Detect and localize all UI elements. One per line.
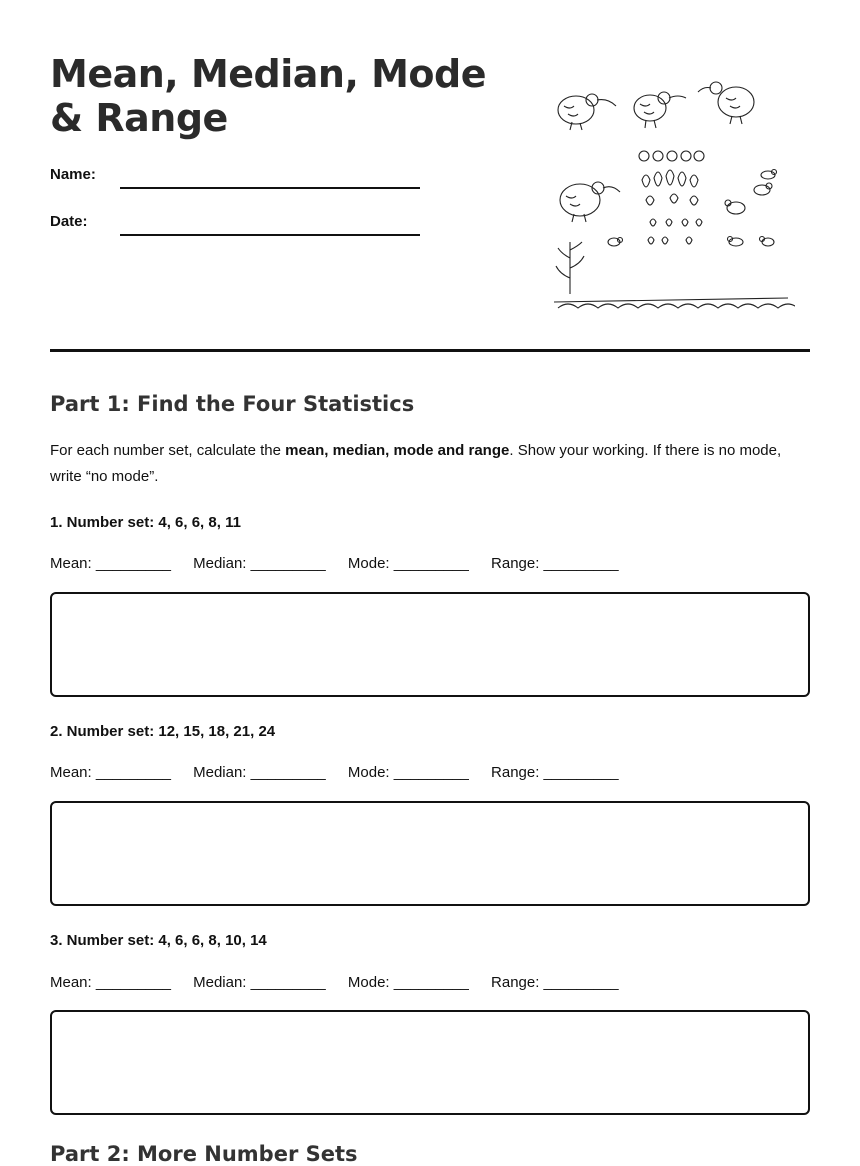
worksheet-page [50, 0, 810, 1166]
question-1-working-box[interactable] [50, 592, 810, 697]
name-label: Name: [50, 166, 96, 183]
date-label: Date: [50, 213, 88, 230]
mode-answer[interactable]: Mode: _________ [347, 764, 469, 781]
question-2-working-box[interactable] [50, 801, 810, 906]
question-3-title: 3. Number set: 4, 6, 6, 8, 10, 14 [50, 932, 267, 949]
question-2-answers [50, 764, 637, 781]
bird-icon [608, 170, 777, 247]
median-answer[interactable]: Median: _________ [193, 555, 326, 572]
mode-answer[interactable]: Mode: _________ [347, 555, 469, 572]
kiwi-icon [634, 92, 686, 128]
question-2-title: 2. Number set: 12, 15, 18, 21, 24 [50, 723, 276, 740]
name-field[interactable] [50, 166, 430, 196]
range-answer[interactable]: Range: _________ [491, 974, 619, 991]
part1-instructions [50, 438, 810, 490]
instructions-suffix: . Show your working. If there is no mode, write “no mode”. [50, 442, 782, 485]
part2-title: Part 2: More Number Sets [50, 1142, 358, 1166]
worksheet-header [50, 0, 810, 352]
kiwi-icon [698, 82, 754, 124]
header-divider [50, 349, 810, 352]
name-line[interactable] [120, 187, 420, 189]
kiwi-icon [558, 94, 616, 130]
median-answer[interactable]: Median: _________ [193, 974, 326, 991]
instructions-prefix: For each number set, calculate the [50, 442, 286, 459]
instructions-bold: mean, median, mode and range [285, 442, 510, 459]
range-answer[interactable]: Range: _________ [491, 555, 619, 572]
median-answer[interactable]: Median: _________ [193, 764, 326, 781]
part1-title: Part 1: Find the Four Statistics [50, 392, 415, 416]
mean-answer[interactable]: Mean: _________ [50, 974, 171, 991]
page-title: Mean, Median, Mode & Range [50, 52, 487, 140]
kiwi-birds-illustration [550, 72, 795, 322]
kiwi-icon [560, 182, 620, 222]
range-answer[interactable]: Range: _________ [491, 764, 619, 781]
fern-icon [639, 151, 704, 161]
leaves-icon [642, 170, 702, 244]
question-1-title: 1. Number set: 4, 6, 6, 8, 11 [50, 514, 241, 531]
ground-border [554, 298, 795, 308]
date-line[interactable] [120, 234, 420, 236]
mean-answer[interactable]: Mean: _________ [50, 555, 171, 572]
date-field[interactable] [50, 213, 430, 243]
mean-answer[interactable]: Mean: _________ [50, 764, 171, 781]
question-3-working-box[interactable] [50, 1010, 810, 1115]
question-3-answers [50, 974, 637, 991]
plant-icon [556, 242, 584, 294]
question-1-answers [50, 555, 637, 572]
mode-answer[interactable]: Mode: _________ [347, 974, 469, 991]
